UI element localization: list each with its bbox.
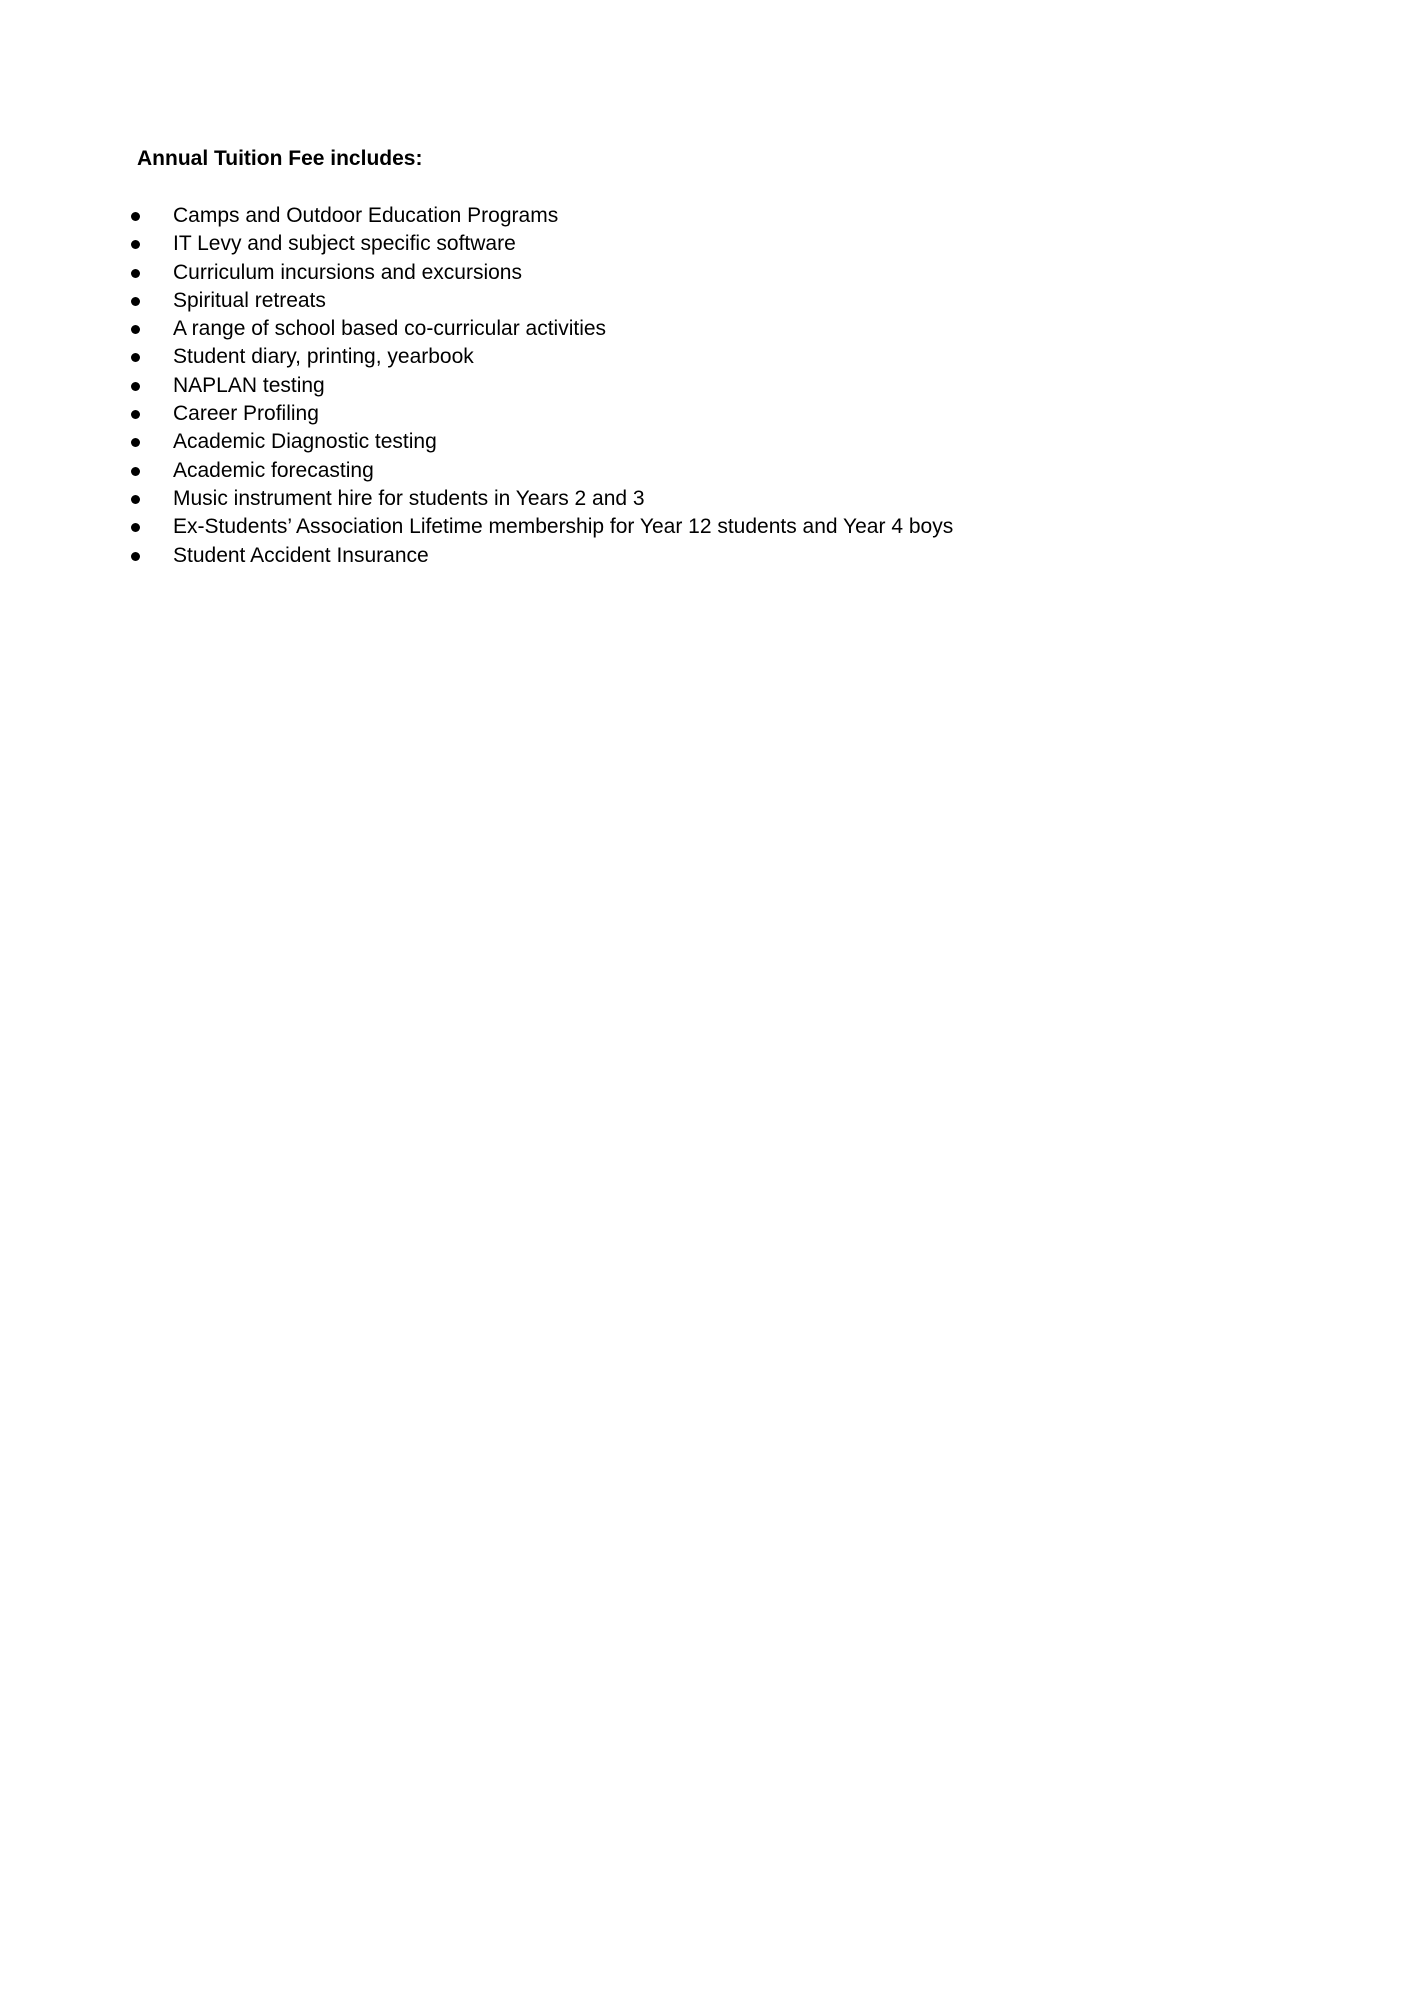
list-item-text: Student diary, printing, yearbook — [173, 345, 474, 369]
list-item-text: Curriculum incursions and excursions — [173, 260, 522, 284]
bullet-icon — [131, 269, 140, 278]
bullet-icon — [131, 467, 140, 476]
list-item-text: Camps and Outdoor Education Programs — [173, 204, 559, 227]
list-item-text: Student Accident Insurance — [173, 543, 429, 567]
list-item-text: Academic Diagnostic testing — [173, 430, 437, 454]
bullet-icon — [131, 297, 140, 306]
bullet-icon — [131, 438, 140, 447]
list-item-text: IT Levy and subject specific software — [173, 232, 516, 256]
section-heading: Annual Tuition Fee includes: — [137, 147, 423, 170]
bullet-icon — [131, 353, 140, 362]
list-item-text: Ex-Students’ Association Lifetime membership for Year 12 students and Year 4 boys — [173, 515, 954, 539]
list-item-text: NAPLAN testing — [173, 373, 325, 397]
bullet-icon — [131, 410, 140, 419]
list-item-text: Academic forecasting — [173, 458, 374, 482]
bullet-icon — [131, 523, 140, 532]
list-item-text: A range of school based co-curricular activities — [173, 317, 607, 341]
list-item-text: Music instrument hire for students in Years 2 and 3 — [173, 486, 645, 510]
bullet-icon — [131, 495, 140, 504]
list-item-text: Spiritual retreats — [173, 288, 326, 312]
bullet-icon — [131, 325, 140, 334]
bullet-icon — [131, 552, 140, 561]
bullet-icon — [131, 240, 140, 249]
bullet-icon — [131, 382, 140, 391]
bullet-icon — [131, 212, 140, 221]
list-item-text: Career Profiling — [173, 402, 319, 426]
